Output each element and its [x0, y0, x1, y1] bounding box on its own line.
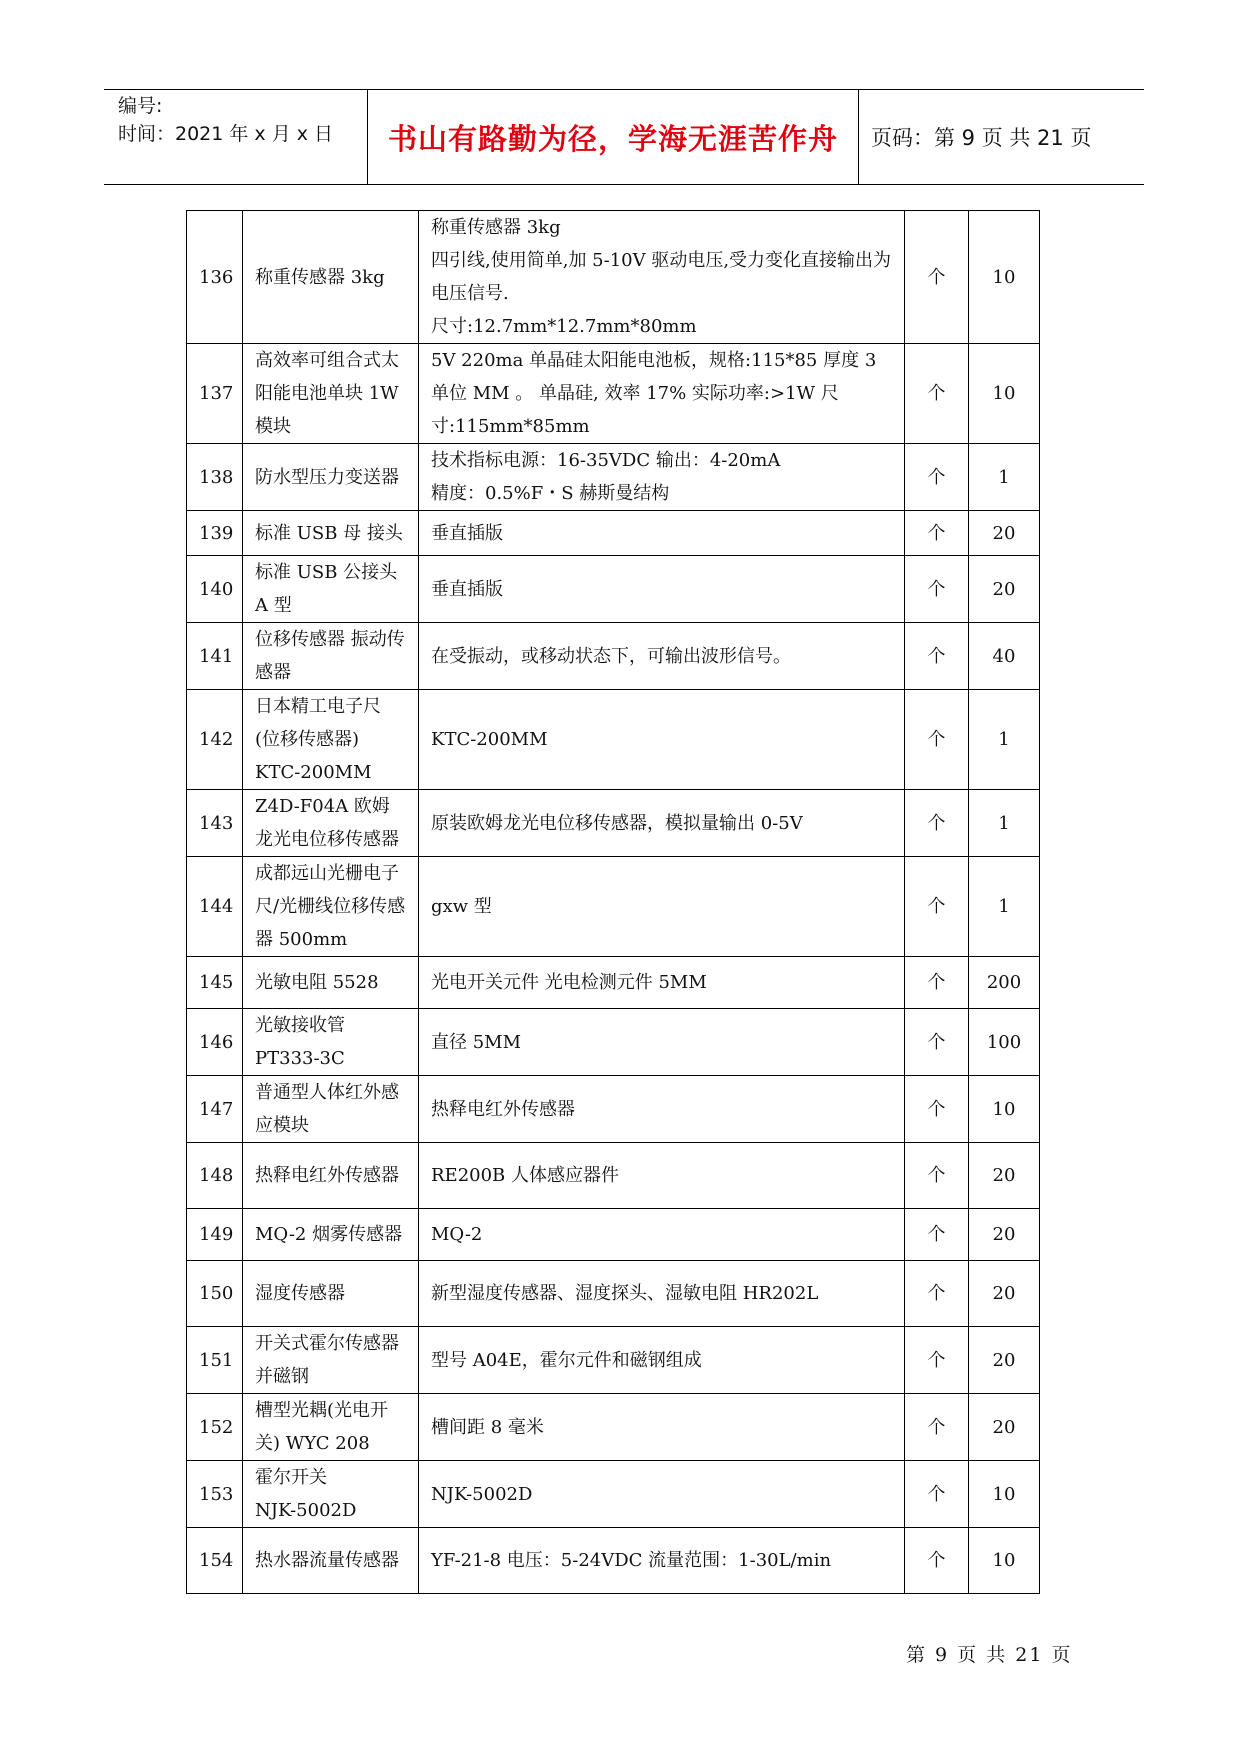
item-number: 140 — [187, 556, 243, 623]
page-footer: 第 9 页 共 21 页 — [906, 1644, 1073, 1666]
table-row — [187, 1261, 1040, 1327]
item-description: 称重传感器 3kg 四引线,使用简单,加 5-10V 驱动电压,受力变化直接输出为电压信号. 尺寸:12.7mm*12.7mm*80mm — [419, 211, 905, 344]
item-name: 光敏电阻 5528 — [243, 957, 419, 1009]
item-quantity: 10 — [969, 344, 1040, 444]
item-unit: 个 — [905, 690, 969, 790]
items-table — [186, 210, 1040, 1594]
item-description: gxw 型 — [419, 857, 905, 957]
item-number: 153 — [187, 1461, 243, 1528]
item-unit: 个 — [905, 1261, 969, 1327]
item-quantity: 1 — [969, 790, 1040, 857]
table-row — [187, 556, 1040, 623]
item-quantity: 10 — [969, 211, 1040, 344]
table-row — [187, 1528, 1040, 1594]
item-unit: 个 — [905, 1461, 969, 1528]
item-name: 槽型光耦(光电开关) WYC 208 — [243, 1394, 419, 1461]
header-page-label: 页码：第 9 页 共 21 页 — [871, 126, 1092, 150]
table-row — [187, 511, 1040, 556]
item-description: 在受振动，或移动状态下，可输出波形信号。 — [419, 623, 905, 690]
item-description: RE200B 人体感应器件 — [419, 1143, 905, 1209]
item-unit: 个 — [905, 1528, 969, 1594]
item-quantity: 20 — [969, 1209, 1040, 1261]
item-quantity: 1 — [969, 444, 1040, 511]
table-row — [187, 790, 1040, 857]
page-header — [104, 89, 1144, 185]
item-quantity: 200 — [969, 957, 1040, 1009]
table-row — [187, 1009, 1040, 1076]
item-description: 5V 220ma 单晶硅太阳能电池板，规格:115*85 厚度 3 单位 MM 。 单晶硅, 效率 17% 实际功率:>1W 尺寸:115mm*85mm — [419, 344, 905, 444]
table-row — [187, 857, 1040, 957]
item-name: 防水型压力变送器 — [243, 444, 419, 511]
header-motto: 书山有路勤为径，学海无涯苦作舟 — [368, 90, 859, 184]
item-number: 146 — [187, 1009, 243, 1076]
item-description: 槽间距 8 毫米 — [419, 1394, 905, 1461]
item-name: 位移传感器 振动传感器 — [243, 623, 419, 690]
item-number: 149 — [187, 1209, 243, 1261]
table-row — [187, 1461, 1040, 1528]
table-row — [187, 444, 1040, 511]
item-unit: 个 — [905, 444, 969, 511]
item-number: 154 — [187, 1528, 243, 1594]
item-name: 高效率可组合式太阳能电池单块 1W 模块 — [243, 344, 419, 444]
item-description: 垂直插版 — [419, 556, 905, 623]
table-row — [187, 1143, 1040, 1209]
item-unit: 个 — [905, 1394, 969, 1461]
item-description: 原装欧姆龙光电位移传感器，模拟量输出 0-5V — [419, 790, 905, 857]
item-name: 热水器流量传感器 — [243, 1528, 419, 1594]
item-number: 139 — [187, 511, 243, 556]
table-row — [187, 623, 1040, 690]
item-number: 145 — [187, 957, 243, 1009]
item-description: 垂直插版 — [419, 511, 905, 556]
item-unit: 个 — [905, 857, 969, 957]
item-name: 热释电红外传感器 — [243, 1143, 419, 1209]
item-quantity: 20 — [969, 556, 1040, 623]
item-description: 技术指标电源：16-35VDC 输出：4-20mA 精度：0.5%F・S 赫斯曼结构 — [419, 444, 905, 511]
item-description: KTC-200MM — [419, 690, 905, 790]
item-name: 霍尔开关 NJK-5002D — [243, 1461, 419, 1528]
item-unit: 个 — [905, 623, 969, 690]
item-name: 开关式霍尔传感器并磁钢 — [243, 1327, 419, 1394]
item-name: 光敏接收管 PT333-3C — [243, 1009, 419, 1076]
item-name: 湿度传感器 — [243, 1261, 419, 1327]
time-label: 时间：2021 年 x 月 x 日 — [118, 123, 334, 145]
table-row — [187, 1209, 1040, 1261]
item-name: Z4D-F04A 欧姆龙光电位移传感器 — [243, 790, 419, 857]
item-number: 150 — [187, 1261, 243, 1327]
item-quantity: 10 — [969, 1528, 1040, 1594]
item-number: 137 — [187, 344, 243, 444]
item-number: 151 — [187, 1327, 243, 1394]
items-table-body — [187, 211, 1040, 1594]
item-unit: 个 — [905, 1143, 969, 1209]
table-row — [187, 957, 1040, 1009]
item-name: 成都远山光栅电子尺/光栅线位移传感器 500mm — [243, 857, 419, 957]
item-quantity: 100 — [969, 1009, 1040, 1076]
item-number: 142 — [187, 690, 243, 790]
item-number: 136 — [187, 211, 243, 344]
item-quantity: 40 — [969, 623, 1040, 690]
item-quantity: 10 — [969, 1076, 1040, 1143]
item-unit: 个 — [905, 1009, 969, 1076]
item-name: 标准 USB 母 接头 — [243, 511, 419, 556]
item-description: 型号 A04E，霍尔元件和磁钢组成 — [419, 1327, 905, 1394]
item-quantity: 10 — [969, 1461, 1040, 1528]
item-number: 141 — [187, 623, 243, 690]
item-unit: 个 — [905, 344, 969, 444]
item-number: 144 — [187, 857, 243, 957]
item-unit: 个 — [905, 511, 969, 556]
item-unit: 个 — [905, 211, 969, 344]
header-meta — [104, 90, 368, 184]
item-number: 152 — [187, 1394, 243, 1461]
item-quantity: 20 — [969, 1143, 1040, 1209]
item-description: 热释电红外传感器 — [419, 1076, 905, 1143]
item-unit: 个 — [905, 556, 969, 623]
item-number: 143 — [187, 790, 243, 857]
item-description: 直径 5MM — [419, 1009, 905, 1076]
item-quantity: 1 — [969, 690, 1040, 790]
item-quantity: 20 — [969, 511, 1040, 556]
item-quantity: 20 — [969, 1327, 1040, 1394]
table-row — [187, 211, 1040, 344]
item-description: NJK-5002D — [419, 1461, 905, 1528]
item-unit: 个 — [905, 957, 969, 1009]
table-row — [187, 1394, 1040, 1461]
table-row — [187, 344, 1040, 444]
item-name: 普通型人体红外感应模块 — [243, 1076, 419, 1143]
item-description: YF-21-8 电压：5-24VDC 流量范围：1-30L/min — [419, 1528, 905, 1594]
item-name: MQ-2 烟雾传感器 — [243, 1209, 419, 1261]
item-unit: 个 — [905, 1327, 969, 1394]
item-description: MQ-2 — [419, 1209, 905, 1261]
serial-label: 编号: — [118, 95, 163, 117]
item-number: 138 — [187, 444, 243, 511]
item-number: 148 — [187, 1143, 243, 1209]
item-description: 新型湿度传感器、湿度探头、湿敏电阻 HR202L — [419, 1261, 905, 1327]
item-unit: 个 — [905, 790, 969, 857]
item-quantity: 1 — [969, 857, 1040, 957]
item-quantity: 20 — [969, 1261, 1040, 1327]
item-unit: 个 — [905, 1209, 969, 1261]
item-quantity: 20 — [969, 1394, 1040, 1461]
item-name: 称重传感器 3kg — [243, 211, 419, 344]
table-row — [187, 1327, 1040, 1394]
table-row — [187, 1076, 1040, 1143]
item-number: 147 — [187, 1076, 243, 1143]
item-name: 日本精工电子尺(位移传感器) KTC-200MM — [243, 690, 419, 790]
item-name: 标准 USB 公接头 A 型 — [243, 556, 419, 623]
table-row — [187, 690, 1040, 790]
item-unit: 个 — [905, 1076, 969, 1143]
item-description: 光电开关元件 光电检测元件 5MM — [419, 957, 905, 1009]
